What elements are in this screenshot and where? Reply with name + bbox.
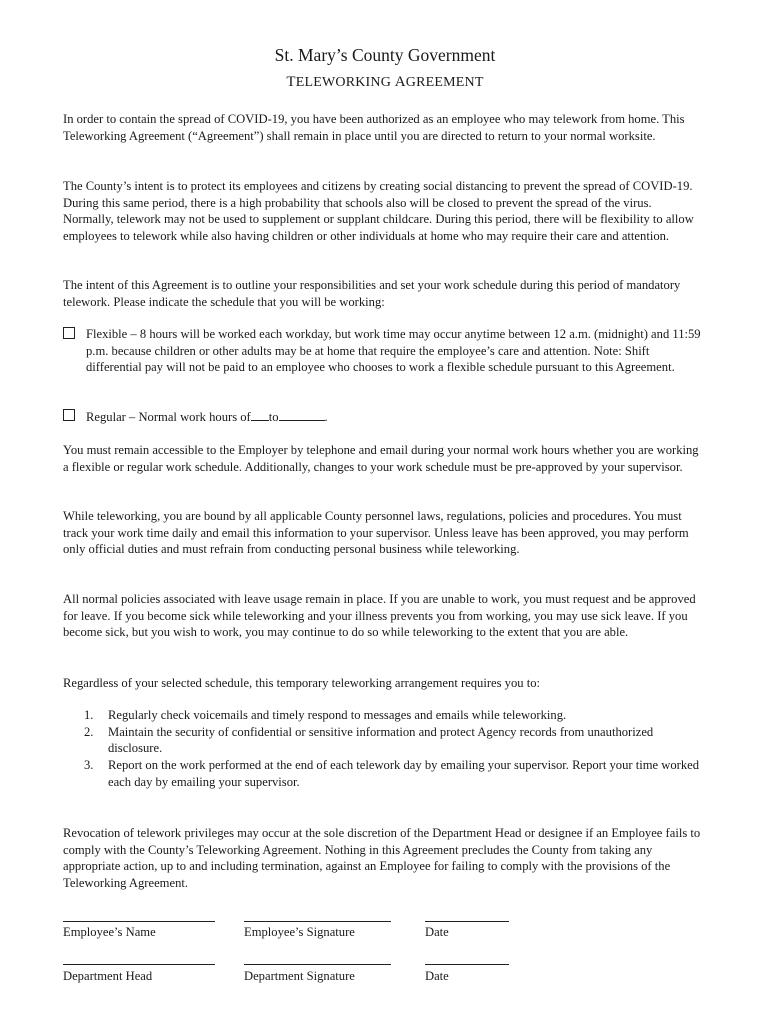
subtitle-part-1: ELEWORKING: [295, 75, 395, 90]
employee-name-label: Employee’s Name: [63, 925, 156, 939]
revocation-paragraph: Revocation of telework privileges may occur at the sole discretion of the Department Head or designee if an Employee fails to comply with the County’s Teleworking Agreement. Nothing in this Agreement precludes the County from taking any appropriate action, up to and including termination, against an Employee for failing to comply with the provisions of the Teleworking Agreement.: [63, 826, 701, 891]
leave-paragraph: All normal policies associated with leave usage remain in place. If you are unable to work, you must request and be approved for leave. If you become sick while teleworking and your illness prevents you from working, you may use sick leave. If you become sick, but you wish to work, you may continue to do so while teleworking to the extent that you are able.: [63, 592, 696, 640]
employee-name-line[interactable]: [63, 921, 215, 922]
regular-option: [63, 408, 703, 426]
list-item-number: 3.: [84, 758, 94, 773]
employee-signature-line[interactable]: [244, 921, 391, 922]
accessibility-paragraph: You must remain accessible to the Employer by telephone and email during your normal work hours whether you are working a flexible or regular work schedule. Additionally, changes to your work schedule must be pre-approved by your supervisor.: [63, 443, 699, 474]
list-item: [63, 707, 703, 724]
date-line-2[interactable]: [425, 964, 509, 965]
list-item-text: Report on the work performed at the end of each telework day by emailing your supervisor. Report your time worked each day by emailing your supervisor.: [108, 758, 700, 789]
list-item: [63, 724, 703, 757]
regular-option-row: [86, 408, 703, 426]
flexible-option: [63, 326, 703, 376]
bound-paragraph: While teleworking, you are bound by all applicable County personnel laws, regulations, policies and procedures. You must track your work time daily and email this information to your supervisor. Unless leave has been approved, you may perform only official duties and must refrain from conducting personal business while teleworking.: [63, 509, 689, 557]
page-title: St. Mary’s County Government: [274, 45, 496, 65]
list-item-text: Regularly check voicemails and timely respond to messages and emails while teleworking.: [108, 708, 567, 722]
department-head-label: Department Head: [63, 969, 153, 983]
page-subtitle: [0, 74, 770, 91]
intro-paragraph: In order to contain the spread of COVID-19, you have been authorized as an employee who may telework from home. This Teleworking Agreement (“Agreement”) shall remain in place until you are directed to return to your normal worksite.: [63, 112, 685, 143]
start-time-field[interactable]: [251, 408, 269, 421]
regular-option-middle: to: [268, 410, 279, 424]
list-item: [63, 757, 703, 790]
flexible-checkbox[interactable]: [63, 327, 75, 339]
regular-checkbox[interactable]: [63, 409, 75, 421]
end-time-field[interactable]: [279, 408, 325, 421]
regular-option-suffix: .: [324, 410, 328, 424]
requirements-list: [63, 707, 703, 791]
subtitle-initial-a: A: [394, 74, 406, 90]
subtitle-initial-t: T: [286, 74, 296, 90]
department-signature-label: Department Signature: [244, 969, 355, 983]
list-item-text: Maintain the security of confidential or sensitive information and protect Agency records from unauthorized disclosure.: [108, 724, 654, 756]
intent-paragraph: The County’s intent is to protect its employees and citizens by creating social distancing to prevent the spread of COVID-19. During this same period, there is a high probability that schools also will be closed to prevent the spread of the virus. Normally, telework may not be used to supplement or supplant childcare. During this period, there will be flexibility to allow employees to telework while also having children or other individuals at home who may require their care and attention.: [63, 179, 694, 244]
list-item-number: 2.: [84, 724, 94, 739]
schedule-paragraph: The intent of this Agreement is to outline your responsibilities and set your work schedule during this period of mandatory telework. Please indicate the schedule that you will be working:: [63, 278, 681, 309]
regular-option-prefix: Regular – Normal work hours of: [86, 410, 251, 424]
department-head-line[interactable]: [63, 964, 215, 965]
subtitle-part-2: GREEMENT: [405, 75, 484, 90]
list-item-number: 1.: [84, 708, 94, 722]
employee-signature-label: Employee’s Signature: [244, 925, 355, 939]
department-signature-line[interactable]: [244, 964, 391, 965]
date-label-2: Date: [425, 969, 449, 983]
date-label-1: Date: [425, 925, 449, 939]
date-line-1[interactable]: [425, 921, 509, 922]
requirements-intro: Regardless of your selected schedule, this temporary teleworking arrangement requires you to:: [63, 676, 541, 690]
flexible-option-text: Flexible – 8 hours will be worked each workday, but work time may occur anytime between 12 a.m. (midnight) and 11:59 p.m. because children or other adults may be at home that require the employee’s care and attention. Note: Shift differential pay will not be paid to an employee who chooses to work a flexible schedule pursuant to this Agreement.: [86, 327, 701, 375]
